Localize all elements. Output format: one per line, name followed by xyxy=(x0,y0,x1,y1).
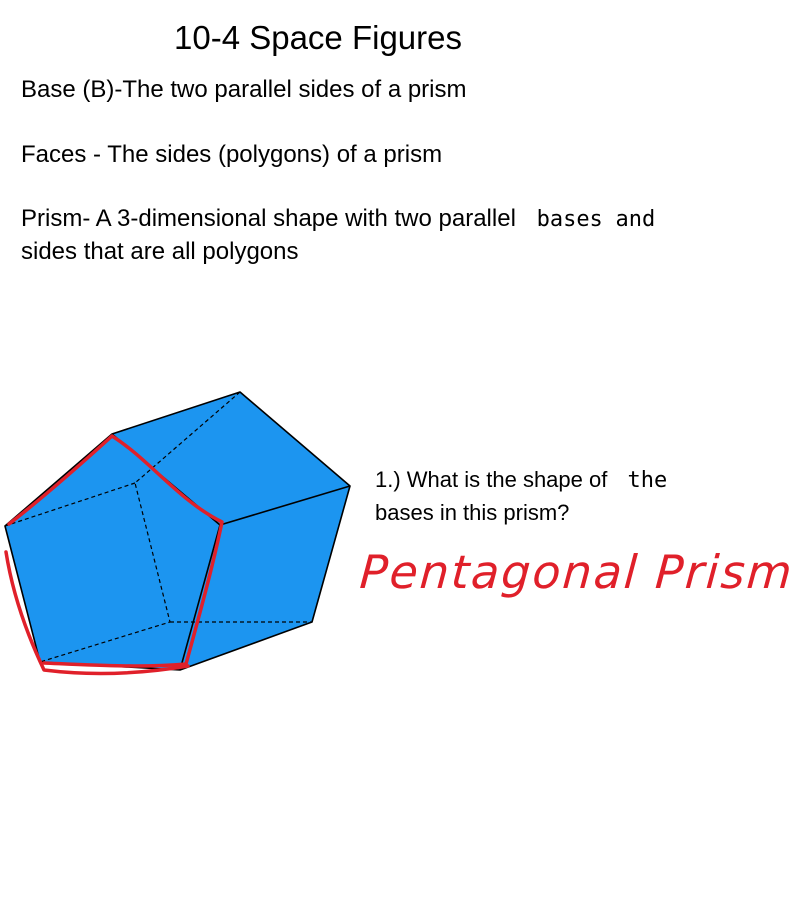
question-1 xyxy=(375,464,667,529)
question-line1 xyxy=(375,464,667,497)
definition-prism-prefix: Prism- A 3-dimensional shape with two parallel xyxy=(21,205,516,232)
pentagonal-prism-figure xyxy=(0,380,360,690)
definition-prism-line2: sides that are all polygons xyxy=(21,238,299,265)
handwritten-answer: Pentagonal Prism xyxy=(358,545,796,599)
handwritten-and: and xyxy=(615,207,656,232)
definition-prism-line1 xyxy=(21,203,655,236)
definition-base: Base (B)-The two parallel sides of a prism xyxy=(21,76,467,103)
question-prefix: 1.) What is the shape of xyxy=(375,467,608,492)
definition-faces: Faces - The sides (polygons) of a prism xyxy=(21,141,443,168)
handwritten-bases: bases xyxy=(536,207,603,232)
prism-body xyxy=(5,392,350,670)
handwritten-the: the xyxy=(627,468,668,493)
page-title: 10-4 Space Figures xyxy=(174,19,462,56)
question-line2: bases in this prism? xyxy=(375,500,570,525)
